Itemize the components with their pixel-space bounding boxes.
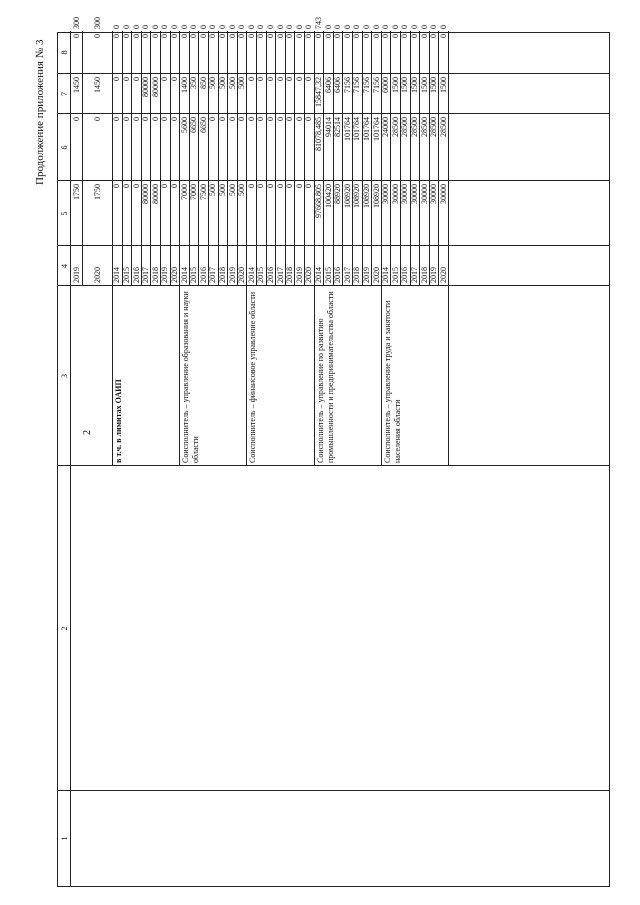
year-cell: 2016	[333, 267, 343, 283]
value-cell-v5: 101764	[361, 117, 371, 141]
value-cell-v8: 0	[438, 25, 448, 29]
year-cell: 2018	[285, 267, 295, 283]
value-cell-v8: 0	[150, 25, 160, 29]
value-cell-v5: 6650	[198, 117, 208, 133]
value-cell-v7: 0	[361, 34, 371, 38]
value-cell-v8: 0	[208, 25, 218, 29]
value-cell-v6: 0	[265, 77, 275, 81]
value-cell-v4: 0	[265, 184, 275, 188]
value-cell-v8: 0	[390, 25, 400, 29]
coexecutor-label: Соисполнитель – управление образования и науки области	[181, 291, 201, 463]
year-cell: 2016	[265, 267, 275, 283]
value-cell-v5: 0	[265, 117, 275, 121]
value-cell-v6: 0	[304, 77, 314, 81]
value-cell-v8: 0	[361, 25, 371, 29]
value-cell-v4: 0	[256, 184, 266, 188]
value-cell-v7: 0	[141, 34, 151, 38]
value-cell-v7: 0	[92, 34, 102, 38]
value-cell-v4: 0	[304, 184, 314, 188]
value-cell-v4: 80000	[150, 184, 160, 204]
value-cell-v4: 0	[160, 184, 170, 188]
table-row-divider	[448, 31, 449, 466]
value-cell-v5: 28500	[390, 117, 400, 137]
value-cell-v4: 7000	[189, 184, 199, 200]
column-header-1: 1	[60, 836, 69, 841]
value-cell-v8: 0	[419, 25, 429, 29]
year-cell: 2014	[112, 267, 122, 283]
year-cell: 2018	[150, 267, 160, 283]
value-cell-v6: 1500	[429, 77, 439, 93]
value-cell-v4: 30000	[438, 184, 448, 204]
year-cell: 2014	[313, 267, 323, 283]
value-cell-v6: 500	[227, 77, 237, 89]
value-cell-v8: 0	[304, 25, 314, 29]
value-cell-v7: 0	[313, 34, 323, 38]
value-cell-v4: 108920	[342, 184, 352, 208]
year-cell: 2015	[256, 267, 266, 283]
value-cell-v8: 0	[400, 25, 410, 29]
value-cell-v4: 88920	[333, 184, 343, 204]
value-cell-v6: 80000	[141, 77, 151, 97]
value-cell-v6: 6406	[323, 77, 333, 93]
value-cell-v7: 0	[227, 34, 237, 38]
year-cell: 2019	[227, 267, 237, 283]
value-cell-v5: 0	[141, 117, 151, 121]
value-cell-v8: 0	[294, 25, 304, 29]
value-cell-v7: 0	[256, 34, 266, 38]
value-cell-v6: 350	[189, 77, 199, 89]
value-cell-v6: 6000	[381, 77, 391, 93]
value-cell-v6: 1450	[71, 77, 81, 93]
value-cell-v6: 0	[160, 77, 170, 81]
value-cell-v4: 1750	[92, 184, 102, 200]
value-cell-v4: 0	[275, 184, 285, 188]
year-cell: 2016	[131, 267, 141, 283]
value-cell-v7: 0	[275, 34, 285, 38]
value-cell-v7: 0	[323, 34, 333, 38]
value-cell-v8: 0	[429, 25, 439, 29]
year-cell: 2017	[141, 267, 151, 283]
value-cell-v7: 0	[71, 34, 81, 38]
value-cell-v8: 0	[275, 25, 285, 29]
value-cell-v4: 0	[294, 184, 304, 188]
value-cell-v8: 300	[92, 17, 102, 29]
value-cell-v8: 0	[112, 25, 122, 29]
year-cell: 2019	[361, 267, 371, 283]
column-header-5: 5	[60, 211, 69, 216]
value-cell-v6: 0	[112, 77, 122, 81]
value-cell-v7: 0	[246, 34, 256, 38]
year-cell: 2019	[160, 267, 170, 283]
value-cell-v5: 0	[227, 117, 237, 121]
value-cell-v5: 0	[112, 117, 122, 121]
value-cell-v8: 0	[160, 25, 170, 29]
value-cell-v8: 0	[265, 25, 275, 29]
value-cell-v7: 0	[112, 34, 122, 38]
value-cell-v5: 0	[246, 117, 256, 121]
value-cell-v7: 0	[160, 34, 170, 38]
value-cell-v6: 850	[198, 77, 208, 89]
table-column-divider	[58, 465, 609, 466]
value-cell-v6: 0	[294, 77, 304, 81]
value-cell-v8: 0	[342, 25, 352, 29]
coexecutor-label: в т.ч. в лимитах ОАИП	[114, 379, 123, 463]
page-number: 2	[82, 430, 93, 435]
value-cell-v6: 1450	[92, 77, 102, 93]
year-cell: 2020	[438, 267, 448, 283]
value-cell-v7: 0	[342, 34, 352, 38]
value-cell-v5: 101764	[352, 117, 362, 141]
value-cell-v8: 0	[246, 25, 256, 29]
value-cell-v4: 97668,805	[313, 184, 323, 218]
value-cell-v4: 500	[217, 184, 227, 196]
value-cell-v6: 15847,32	[313, 77, 323, 107]
value-cell-v5: 0	[237, 117, 247, 121]
coexecutor-label: Соисполнитель – управление по развитию промышленности и предпринимательства области	[315, 291, 335, 463]
value-cell-v7: 0	[189, 34, 199, 38]
value-cell-v7: 0	[217, 34, 227, 38]
value-cell-v4: 30000	[390, 184, 400, 204]
value-cell-v5: 28500	[429, 117, 439, 137]
year-cell: 2014	[246, 267, 256, 283]
value-cell-v4: 7500	[198, 184, 208, 200]
year-cell: 2016	[198, 267, 208, 283]
column-header-8: 8	[60, 50, 69, 55]
value-cell-v6: 0	[246, 77, 256, 81]
value-cell-v8: 0	[323, 25, 333, 29]
value-cell-v8: 743	[313, 17, 323, 29]
coexecutor-label: Соисполнитель – управление труда и занятости населения области	[382, 300, 402, 463]
value-cell-v8: 0	[141, 25, 151, 29]
value-cell-v7: 0	[333, 34, 343, 38]
year-cell: 2014	[179, 267, 189, 283]
value-cell-v5: 6650	[189, 117, 199, 133]
value-cell-v5: 82514	[333, 117, 343, 137]
value-cell-v5: 0	[121, 117, 131, 121]
value-cell-v7: 0	[265, 34, 275, 38]
value-cell-v5: 5600	[179, 117, 189, 133]
coexecutor-label: Соисполнитель – финансовое управление области	[248, 292, 258, 463]
value-cell-v5: 28500	[409, 117, 419, 137]
value-cell-v4: 0	[169, 184, 179, 188]
value-cell-v4: 0	[121, 184, 131, 188]
value-cell-v5: 94014	[323, 117, 333, 137]
value-cell-v5: 28500	[419, 117, 429, 137]
value-cell-v7: 0	[371, 34, 381, 38]
value-cell-v4: 0	[112, 184, 122, 188]
value-cell-v5: 0	[304, 117, 314, 121]
value-cell-v5: 0	[150, 117, 160, 121]
value-cell-v4: 30000	[381, 184, 391, 204]
year-cell: 2015	[390, 267, 400, 283]
value-cell-v8: 0	[169, 25, 179, 29]
value-cell-v8: 0	[333, 25, 343, 29]
value-cell-v8: 0	[371, 25, 381, 29]
value-cell-v8: 0	[179, 25, 189, 29]
value-cell-v7: 0	[150, 34, 160, 38]
value-cell-v4: 108920	[361, 184, 371, 208]
value-cell-v6: 0	[169, 77, 179, 81]
value-cell-v4: 108920	[371, 184, 381, 208]
value-cell-v6: 0	[256, 77, 266, 81]
value-cell-v6: 0	[121, 77, 131, 81]
value-cell-v7: 0	[419, 34, 429, 38]
value-cell-v5: 0	[256, 117, 266, 121]
value-cell-v4: 500	[227, 184, 237, 196]
value-cell-v6: 0	[131, 77, 141, 81]
value-cell-v7: 0	[179, 34, 189, 38]
year-cell: 2019	[71, 267, 81, 283]
column-header-6: 6	[60, 145, 69, 150]
value-cell-v7: 0	[169, 34, 179, 38]
year-cell: 2018	[352, 267, 362, 283]
year-cell: 2014	[381, 267, 391, 283]
value-cell-v5: 0	[160, 117, 170, 121]
year-cell: 2020	[169, 267, 179, 283]
value-cell-v4: 0	[131, 184, 141, 188]
value-cell-v7: 0	[294, 34, 304, 38]
value-cell-v6: 7156	[371, 77, 381, 93]
year-cell: 2016	[400, 267, 410, 283]
value-cell-v4: 108920	[352, 184, 362, 208]
year-cell: 2019	[429, 267, 439, 283]
value-cell-v7: 0	[304, 34, 314, 38]
value-cell-v6: 1500	[409, 77, 419, 93]
value-cell-v5: 28500	[438, 117, 448, 137]
column-header-4: 4	[60, 264, 69, 268]
value-cell-v7: 0	[121, 34, 131, 38]
year-cell: 2018	[419, 267, 429, 283]
value-cell-v4: 500	[237, 184, 247, 196]
value-cell-v7: 0	[438, 34, 448, 38]
year-cell: 2017	[409, 267, 419, 283]
budget-table	[57, 17, 610, 887]
value-cell-v6: 500	[237, 77, 247, 89]
value-cell-v7: 0	[208, 34, 218, 38]
value-cell-v5: 81078,485	[313, 117, 323, 151]
value-cell-v4: 30000	[409, 184, 419, 204]
year-cell: 2017	[208, 267, 218, 283]
value-cell-v6: 500	[208, 77, 218, 89]
value-cell-v7: 0	[390, 34, 400, 38]
year-cell: 2020	[371, 267, 381, 283]
value-cell-v5: 0	[208, 117, 218, 121]
value-cell-v4: 1750	[71, 184, 81, 200]
value-cell-v5: 0	[71, 117, 81, 121]
value-cell-v7: 0	[285, 34, 295, 38]
value-cell-v5: 0	[131, 117, 141, 121]
table-row-divider	[82, 31, 83, 286]
table-column-divider	[58, 790, 609, 791]
value-cell-v7: 0	[131, 34, 141, 38]
value-cell-v6: 6406	[333, 77, 343, 93]
column-header-2: 2	[60, 626, 69, 631]
value-cell-v7: 0	[400, 34, 410, 38]
value-cell-v6: 80000	[150, 77, 160, 97]
value-cell-v5: 0	[169, 117, 179, 121]
value-cell-v6: 0	[275, 77, 285, 81]
value-cell-v5: 0	[275, 117, 285, 121]
value-cell-v4: 7000	[179, 184, 189, 200]
value-cell-v5: 0	[217, 117, 227, 121]
value-cell-v6: 7156	[361, 77, 371, 93]
value-cell-v8: 0	[381, 25, 391, 29]
value-cell-v4: 80000	[141, 184, 151, 204]
value-cell-v7: 0	[198, 34, 208, 38]
year-cell: 2020	[304, 267, 314, 283]
value-cell-v7: 0	[237, 34, 247, 38]
value-cell-v8: 0	[227, 25, 237, 29]
value-cell-v8: 0	[189, 25, 199, 29]
value-cell-v4: 500	[208, 184, 218, 196]
value-cell-v7: 0	[381, 34, 391, 38]
value-cell-v6: 7156	[342, 77, 352, 93]
year-cell: 2017	[275, 267, 285, 283]
value-cell-v8: 0	[409, 25, 419, 29]
year-cell: 2020	[92, 267, 102, 283]
value-cell-v8: 0	[256, 25, 266, 29]
value-cell-v6: 1500	[419, 77, 429, 93]
value-cell-v7: 0	[429, 34, 439, 38]
value-cell-v8: 0	[198, 25, 208, 29]
value-cell-v4: 30000	[419, 184, 429, 204]
value-cell-v5: 28500	[400, 117, 410, 137]
value-cell-v6: 1500	[438, 77, 448, 93]
column-header-7: 7	[60, 92, 69, 96]
value-cell-v5: 0	[92, 117, 102, 121]
column-header-3: 3	[60, 374, 69, 378]
value-cell-v8: 0	[131, 25, 141, 29]
year-cell: 2017	[342, 267, 352, 283]
year-cell: 2018	[217, 267, 227, 283]
year-cell: 2015	[323, 267, 333, 283]
value-cell-v5: 101764	[342, 117, 352, 141]
value-cell-v6: 500	[217, 77, 227, 89]
value-cell-v7: 0	[352, 34, 362, 38]
value-cell-v8: 0	[285, 25, 295, 29]
year-cell: 2020	[237, 267, 247, 283]
value-cell-v8: 0	[217, 25, 227, 29]
value-cell-v7: 0	[409, 34, 419, 38]
value-cell-v5: 24000	[381, 117, 391, 137]
value-cell-v4: 30000	[400, 184, 410, 204]
year-cell: 2015	[121, 267, 131, 283]
value-cell-v5: 101764	[371, 117, 381, 141]
value-cell-v5: 0	[285, 117, 295, 121]
value-cell-v4: 0	[246, 184, 256, 188]
value-cell-v6: 1500	[400, 77, 410, 93]
value-cell-v8: 300	[71, 17, 81, 29]
value-cell-v8: 0	[121, 25, 131, 29]
value-cell-v6: 1400	[179, 77, 189, 93]
value-cell-v4: 30000	[429, 184, 439, 204]
value-cell-v8: 0	[237, 25, 247, 29]
appendix-title: Продолжение приложения № 3	[34, 39, 46, 185]
value-cell-v4: 0	[285, 184, 295, 188]
year-cell: 2015	[189, 267, 199, 283]
value-cell-v8: 0	[352, 25, 362, 29]
value-cell-v6: 7156	[352, 77, 362, 93]
value-cell-v5: 0	[294, 117, 304, 121]
value-cell-v6: 0	[285, 77, 295, 81]
year-cell: 2019	[294, 267, 304, 283]
value-cell-v6: 1500	[390, 77, 400, 93]
value-cell-v4: 100420	[323, 184, 333, 208]
